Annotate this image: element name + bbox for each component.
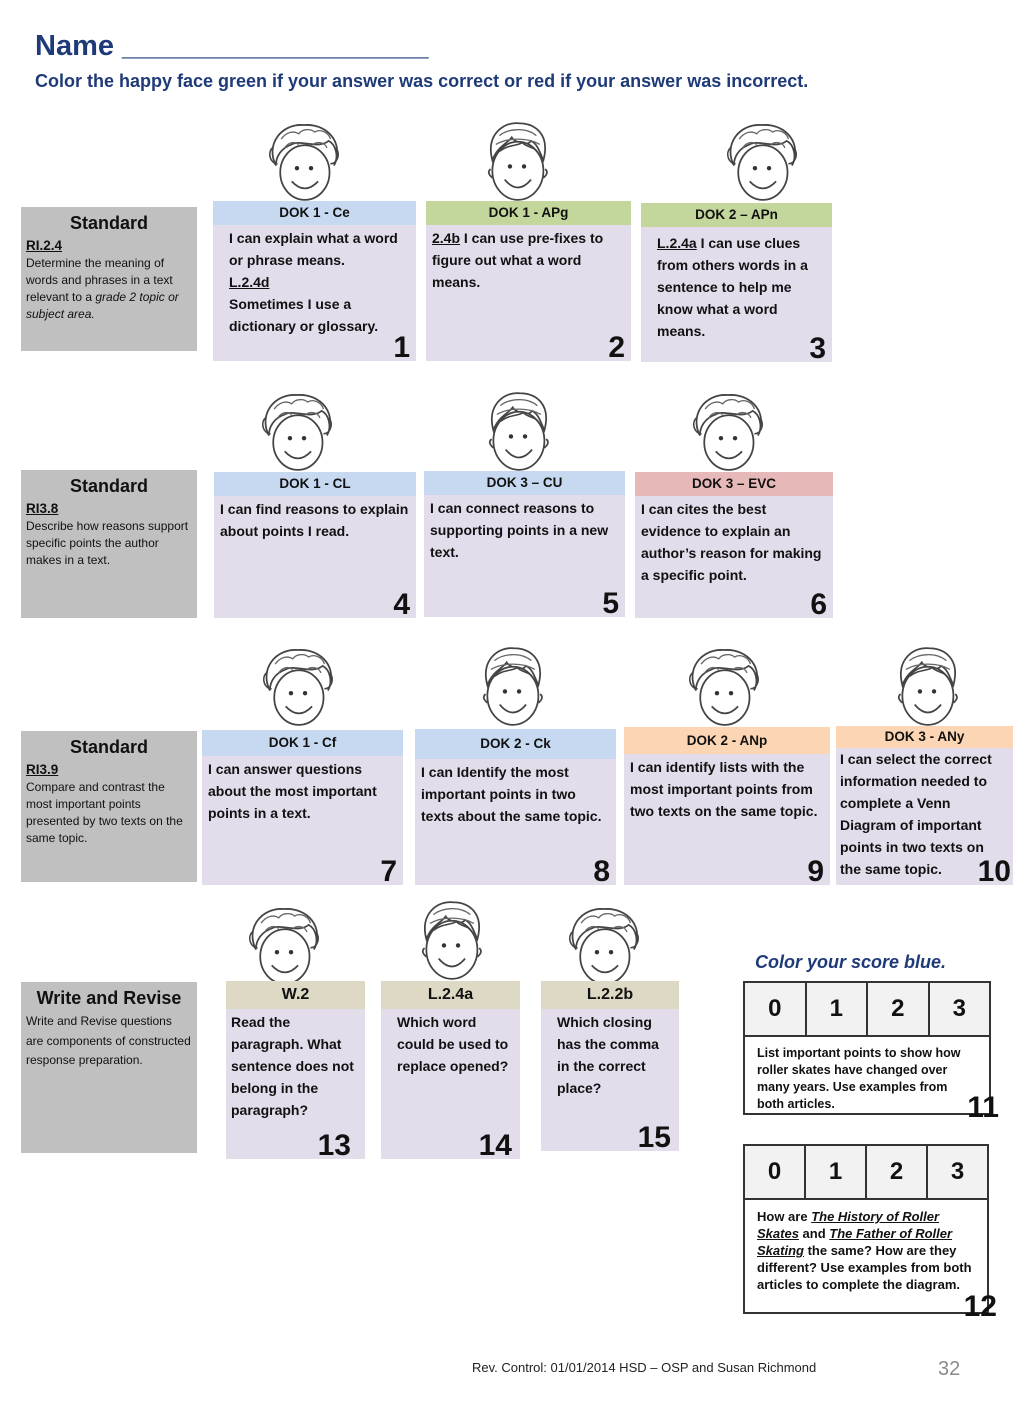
happy-face-icon[interactable] xyxy=(883,643,971,731)
revision-control: Rev. Control: 01/01/2014 HSD – OSP and Susan Richmond xyxy=(472,1360,817,1375)
dok-label: DOK 2 - Ck xyxy=(415,729,616,759)
card-text: L.2.4a I can use clues from others words in a sentence to help me know what a word means. xyxy=(657,235,808,339)
card-text: Which closing has the comma in the correct place? xyxy=(557,1014,659,1096)
card-6 xyxy=(635,472,833,621)
card-text: I can select the correct information needed to complete a Venn Diagram of important points in two texts on the same topic. xyxy=(840,751,992,877)
score-option[interactable]: 3 xyxy=(950,1158,965,1185)
dok-label: DOK 3 - ANy xyxy=(836,726,1013,748)
name-line[interactable]: Name ___________________ xyxy=(35,30,429,62)
card-2 xyxy=(426,201,631,364)
card-9 xyxy=(624,727,830,888)
question-number: 12 xyxy=(963,1290,997,1323)
question-number: 15 xyxy=(637,1121,671,1154)
standard-box-ri38 xyxy=(21,470,197,618)
question-number: 11 xyxy=(967,1091,999,1124)
question-number: 14 xyxy=(478,1129,512,1162)
standard-box-write-revise xyxy=(21,982,197,1153)
happy-face-icon[interactable] xyxy=(560,902,648,990)
standard-heading: Standard xyxy=(69,737,148,757)
score-box-12 xyxy=(743,1144,997,1323)
question-number: 6 xyxy=(810,588,827,621)
card-7 xyxy=(202,730,403,888)
card-3 xyxy=(641,203,832,365)
happy-face-icon[interactable] xyxy=(718,118,806,206)
happy-face-icon[interactable] xyxy=(474,388,562,476)
standard-heading: Standard xyxy=(69,213,148,233)
score-box-11 xyxy=(743,981,999,1124)
standard-description: Write and Revise questions are components of constructed response preparation. xyxy=(26,1014,191,1067)
score-instruction: Color your score blue. xyxy=(755,952,947,972)
score-option[interactable]: 1 xyxy=(806,1146,867,1198)
dok-label: DOK 1 - CL xyxy=(214,472,416,496)
dok-label: W.2 xyxy=(226,981,365,1009)
question-number: 1 xyxy=(393,331,410,364)
dok-label: L.2.2b xyxy=(541,981,679,1009)
dok-label: DOK 1 - Ce xyxy=(213,201,416,225)
happy-face-icon[interactable] xyxy=(253,388,341,476)
happy-face-icon[interactable] xyxy=(473,118,561,206)
card-text: I can cites the best evidence to explain an author’s reason for making a specific point. xyxy=(641,501,822,583)
happy-face-icon[interactable] xyxy=(680,643,768,731)
question-number: 2 xyxy=(608,331,625,364)
question-number: 5 xyxy=(602,587,619,620)
question-number: 4 xyxy=(393,588,410,621)
score-option[interactable]: 0 xyxy=(745,983,807,1035)
card-14 xyxy=(381,981,520,1162)
score-option[interactable]: 1 xyxy=(807,983,869,1035)
score-prompt: List important points to show how roller skates have changed over many years. Use examples from both articles. xyxy=(757,1046,961,1111)
question-number: 7 xyxy=(380,855,397,888)
page-number: 32 xyxy=(938,1358,961,1380)
dok-label: DOK 1 - APg xyxy=(426,201,631,225)
dok-label: DOK 2 – APn xyxy=(641,203,832,227)
dok-label: DOK 3 – EVC xyxy=(635,472,833,496)
happy-face-icon[interactable] xyxy=(468,643,556,731)
question-number: 3 xyxy=(809,332,826,365)
card-10 xyxy=(836,726,1013,888)
card-text: I can answer questions about the most important points in a text. xyxy=(208,761,377,821)
card-text: Read the paragraph. What sentence does not belong in the paragraph? xyxy=(231,1014,354,1118)
score-options xyxy=(745,983,989,1037)
card-5 xyxy=(424,471,625,620)
score-option[interactable]: 2 xyxy=(867,1146,928,1198)
standard-description: Describe how reasons support specific points the author makes in a text. xyxy=(26,519,189,567)
question-number: 13 xyxy=(317,1129,351,1162)
standard-description: Determine the meaning of words and phrases in a text relevant to a grade 2 topic or subject area. xyxy=(26,256,179,321)
card-text: Which word could be used to replace opened? xyxy=(397,1014,509,1074)
score-option[interactable]: 2 xyxy=(868,983,930,1035)
dok-label: DOK 2 - ANp xyxy=(624,727,830,754)
question-number: 9 xyxy=(807,855,824,888)
card-text: I can explain what a word or phrase means. L.2.4d Sometimes I use a dictionary or glossary. xyxy=(229,230,398,334)
question-number: 10 xyxy=(977,855,1011,888)
dok-label: DOK 3 – CU xyxy=(424,471,625,495)
score-prompt: How are The History of Roller Skates and The Father of Roller Skating the same? How are they different? Use examples from both articles to complete the diagram. xyxy=(757,1209,972,1292)
card-1 xyxy=(213,201,416,364)
happy-face-icon[interactable] xyxy=(684,388,772,476)
dok-label: L.2.4a xyxy=(381,981,520,1009)
card-4 xyxy=(214,472,416,621)
standard-box-ri39 xyxy=(21,731,197,882)
card-13 xyxy=(226,981,365,1162)
standard-description: Compare and contrast the most important points presented by two texts on the same topic. xyxy=(26,780,183,845)
happy-face-icon[interactable] xyxy=(240,902,328,990)
score-options xyxy=(745,1146,987,1200)
card-text: I can Identify the most important points in two texts about the same topic. xyxy=(421,764,602,824)
card-text: I can find reasons to explain about points I read. xyxy=(220,501,409,539)
happy-face-icon[interactable] xyxy=(260,118,348,206)
standard-box-ri24 xyxy=(21,207,197,351)
happy-face-icon[interactable] xyxy=(254,643,342,731)
card-8 xyxy=(415,729,616,888)
card-text: I can identify lists with the most important points from two texts on the same topic. xyxy=(630,759,818,819)
question-number: 8 xyxy=(593,855,610,888)
card-text: 2.4b I can use pre-fixes to figure out what a word means. xyxy=(432,230,604,290)
standard-code: RI3.8 xyxy=(26,501,59,516)
score-option[interactable]: 0 xyxy=(745,1146,806,1198)
standard-code: RI3.9 xyxy=(26,762,59,777)
happy-face-icon[interactable] xyxy=(407,897,495,985)
standard-code: RI.2.4 xyxy=(26,238,63,253)
standard-heading: Standard xyxy=(69,476,148,496)
card-text: I can connect reasons to supporting points in a new text. xyxy=(430,500,609,560)
dok-label: DOK 1 - Cf xyxy=(202,730,403,756)
card-15 xyxy=(541,981,679,1154)
instructions: Color the happy face green if your answer was correct or red if your answer was incorrect. xyxy=(35,71,809,91)
standard-heading: Write and Revise xyxy=(36,988,182,1008)
score-option[interactable]: 3 xyxy=(952,995,966,1022)
